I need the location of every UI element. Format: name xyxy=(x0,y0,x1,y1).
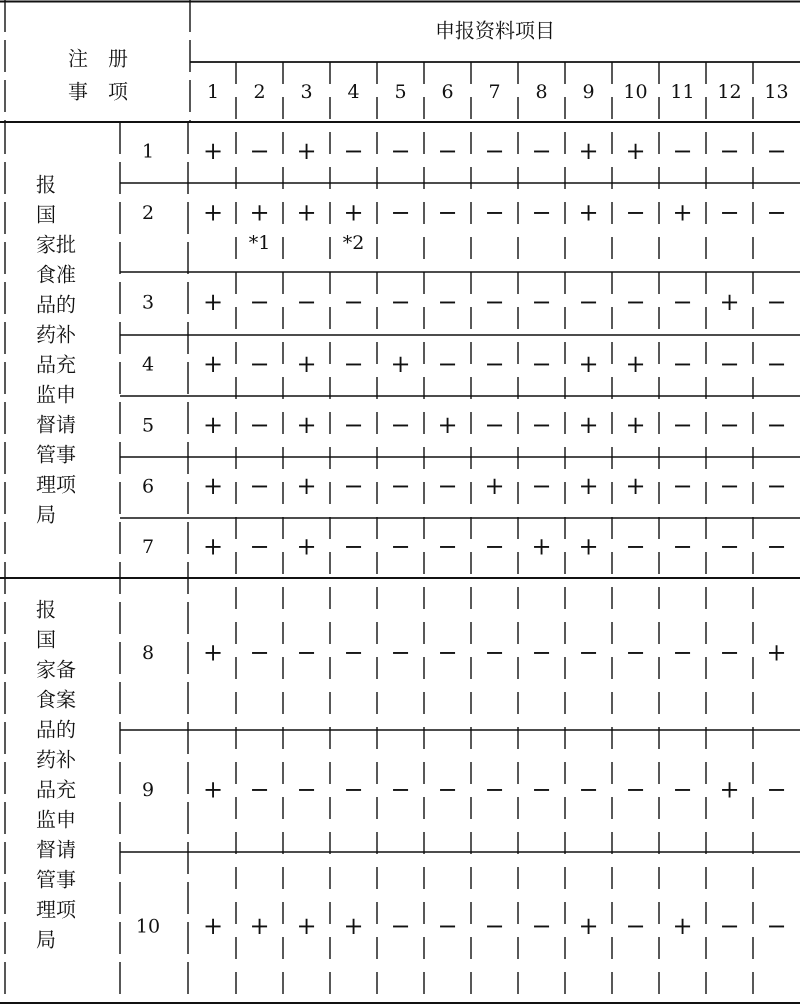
mark-not-required: − xyxy=(343,350,364,378)
mark-required: + xyxy=(625,350,646,378)
mark-not-required: − xyxy=(437,775,458,804)
mark-not-required: − xyxy=(437,638,458,667)
mark-not-required: − xyxy=(672,288,693,316)
mark-not-required: − xyxy=(437,198,458,227)
column-number: 2 xyxy=(253,81,266,103)
group-label-line: 药补 xyxy=(36,747,76,772)
mark-not-required: − xyxy=(766,775,787,804)
column-number: 7 xyxy=(488,81,501,103)
mark-not-required: − xyxy=(719,472,740,500)
mark-not-required: − xyxy=(249,288,270,316)
mark-not-required: − xyxy=(531,288,552,316)
mark-not-required: − xyxy=(531,411,552,439)
mark-required: + xyxy=(484,472,505,500)
mark-not-required: − xyxy=(719,638,740,667)
mark-not-required: − xyxy=(484,532,505,561)
group-label-line: 理项 xyxy=(36,897,76,922)
mark-required: + xyxy=(578,411,599,439)
mark-not-required: − xyxy=(296,638,317,667)
row-number: 10 xyxy=(135,915,161,938)
mark-required: + xyxy=(531,532,552,561)
mark-required: + xyxy=(672,198,693,227)
group-label-line: 品的 xyxy=(36,292,76,317)
mark-not-required: − xyxy=(719,411,740,439)
mark-not-required: − xyxy=(343,775,364,804)
row-number: 9 xyxy=(141,779,155,801)
mark-not-required: − xyxy=(625,775,646,804)
mark-not-required: − xyxy=(766,198,787,227)
mark-not-required: − xyxy=(531,198,552,227)
mark-not-required: − xyxy=(437,532,458,561)
mark-required: + xyxy=(296,411,317,439)
mark-not-required: − xyxy=(343,288,364,316)
group-label-line: 家备 xyxy=(36,657,76,682)
mark-not-required: − xyxy=(249,775,270,804)
mark-required: + xyxy=(766,638,787,667)
mark-required: + xyxy=(719,775,740,804)
mark-required: + xyxy=(625,411,646,439)
mark-not-required: − xyxy=(766,350,787,378)
mark-required: + xyxy=(578,912,599,940)
mark-not-required: − xyxy=(390,638,411,667)
mark-not-required: − xyxy=(343,137,364,165)
header-registration-label: 事 项 xyxy=(68,79,128,104)
column-number: 6 xyxy=(441,81,454,103)
group-label-line: 国 xyxy=(36,627,56,652)
group-label-line: 监申 xyxy=(36,807,76,832)
row-number: 1 xyxy=(141,140,155,163)
mark-required: + xyxy=(296,912,317,940)
mark-required: + xyxy=(202,137,224,165)
column-number: 1 xyxy=(206,81,220,103)
mark-not-required: − xyxy=(766,288,787,316)
header-registration-label: 注 册 xyxy=(68,46,128,71)
row-number: 7 xyxy=(141,536,155,558)
mark-not-required: − xyxy=(343,472,364,500)
mark-required: + xyxy=(202,775,224,804)
mark-not-required: − xyxy=(625,198,646,227)
mark-not-required: − xyxy=(390,472,411,500)
mark-not-required: − xyxy=(296,288,317,316)
mark-not-required: − xyxy=(719,198,740,227)
mark-required: + xyxy=(390,350,411,378)
mark-not-required: − xyxy=(531,472,552,500)
mark-not-required: − xyxy=(766,137,787,165)
mark-not-required: − xyxy=(672,411,693,439)
mark-not-required: − xyxy=(672,638,693,667)
row-number: 5 xyxy=(141,414,155,437)
group-label-line: 局 xyxy=(36,927,56,952)
mark-required: + xyxy=(202,288,224,316)
mark-not-required: − xyxy=(484,350,505,378)
mark-required: + xyxy=(202,532,224,561)
group-label-line: 管事 xyxy=(36,867,76,892)
mark-not-required: − xyxy=(390,775,411,804)
mark-not-required: − xyxy=(531,137,552,165)
mark-not-required: − xyxy=(484,198,505,227)
row-number: 6 xyxy=(141,475,155,498)
mark-not-required: − xyxy=(296,775,317,804)
mark-required: + xyxy=(296,350,317,378)
mark-not-required: − xyxy=(672,532,693,561)
column-number: 12 xyxy=(717,81,742,103)
mark-not-required: − xyxy=(766,912,787,940)
mark-not-required: − xyxy=(249,411,270,439)
mark-required: + xyxy=(625,472,646,500)
mark-not-required: − xyxy=(672,137,693,165)
mark-not-required: − xyxy=(531,350,552,378)
mark-not-required: − xyxy=(719,532,740,561)
mark-not-required: − xyxy=(766,532,787,561)
mark-required: + xyxy=(719,288,740,316)
mark-not-required: − xyxy=(531,775,552,804)
mark-required: + xyxy=(296,532,317,561)
mark-not-required: − xyxy=(719,137,740,165)
footnote-mark: *1 xyxy=(248,232,271,254)
mark-not-required: − xyxy=(719,350,740,378)
mark-not-required: − xyxy=(531,638,552,667)
group-label-line: 国 xyxy=(36,202,56,227)
mark-not-required: − xyxy=(437,350,458,378)
mark-required: + xyxy=(249,198,270,227)
mark-required: + xyxy=(202,638,224,667)
mark-not-required: − xyxy=(672,472,693,500)
mark-not-required: − xyxy=(249,137,270,165)
mark-required: + xyxy=(296,137,317,165)
mark-required: + xyxy=(672,912,693,940)
mark-not-required: − xyxy=(390,288,411,316)
column-number: 3 xyxy=(300,81,313,103)
header-materials-title: 申报资料项目 xyxy=(435,18,555,43)
mark-not-required: − xyxy=(249,638,270,667)
row-number: 8 xyxy=(141,642,155,664)
group-label-line: 品充 xyxy=(36,352,76,377)
mark-not-required: − xyxy=(437,137,458,165)
mark-required: + xyxy=(296,198,317,227)
mark-not-required: − xyxy=(625,912,646,940)
mark-not-required: − xyxy=(390,137,411,165)
mark-not-required: − xyxy=(390,411,411,439)
column-number: 13 xyxy=(764,81,789,103)
mark-not-required: − xyxy=(249,532,270,561)
mark-required: + xyxy=(296,472,317,500)
mark-not-required: − xyxy=(484,288,505,316)
mark-not-required: − xyxy=(484,137,505,165)
group-label-line: 药补 xyxy=(36,322,76,347)
mark-not-required: − xyxy=(672,350,693,378)
mark-required: + xyxy=(202,411,224,439)
group-label-line: 理项 xyxy=(36,472,76,497)
mark-not-required: − xyxy=(437,472,458,500)
mark-not-required: − xyxy=(578,775,599,804)
column-number: 9 xyxy=(582,81,595,103)
column-number: 4 xyxy=(347,81,360,103)
mark-not-required: − xyxy=(343,411,364,439)
group-label-line: 督请 xyxy=(36,837,76,862)
mark-required: + xyxy=(437,411,458,439)
mark-not-required: − xyxy=(578,288,599,316)
column-number: 8 xyxy=(535,81,548,103)
mark-required: + xyxy=(578,532,599,561)
group-label-line: 局 xyxy=(36,502,56,527)
mark-required: + xyxy=(578,350,599,378)
mark-required: + xyxy=(578,137,599,165)
mark-required: + xyxy=(202,198,224,227)
mark-required: + xyxy=(343,198,364,227)
mark-not-required: − xyxy=(249,350,270,378)
group-label-line: 品充 xyxy=(36,777,76,802)
mark-not-required: − xyxy=(390,912,411,940)
footnote-mark: *2 xyxy=(342,232,365,254)
mark-not-required: − xyxy=(390,198,411,227)
group-label-line: 监申 xyxy=(36,382,76,407)
mark-not-required: − xyxy=(343,638,364,667)
row-number: 3 xyxy=(141,291,155,314)
group-label-line: 品的 xyxy=(36,717,76,742)
mark-not-required: − xyxy=(249,472,270,500)
mark-required: + xyxy=(202,912,224,940)
column-number: 10 xyxy=(623,81,648,103)
group-label-line: 督请 xyxy=(36,412,76,437)
mark-not-required: − xyxy=(437,912,458,940)
mark-not-required: − xyxy=(625,288,646,316)
mark-required: + xyxy=(625,137,646,165)
mark-required: + xyxy=(578,198,599,227)
mark-not-required: − xyxy=(578,638,599,667)
mark-not-required: − xyxy=(437,288,458,316)
mark-not-required: − xyxy=(484,638,505,667)
mark-required: + xyxy=(343,912,364,940)
mark-not-required: − xyxy=(625,532,646,561)
mark-not-required: − xyxy=(719,912,740,940)
row-number: 2 xyxy=(141,202,155,224)
group-label-line: 食准 xyxy=(36,262,76,287)
group-label-line: 报 xyxy=(36,172,56,197)
mark-not-required: − xyxy=(766,411,787,439)
mark-not-required: − xyxy=(672,775,693,804)
group-label-line: 食案 xyxy=(36,687,76,712)
mark-required: + xyxy=(578,472,599,500)
mark-not-required: − xyxy=(484,912,505,940)
mark-not-required: − xyxy=(390,532,411,561)
mark-not-required: − xyxy=(531,912,552,940)
group-label-line: 管事 xyxy=(36,442,76,467)
row-number: 4 xyxy=(141,353,155,376)
column-number: 11 xyxy=(670,81,695,103)
mark-required: + xyxy=(202,350,224,378)
mark-required: + xyxy=(202,472,224,500)
mark-not-required: − xyxy=(484,411,505,439)
mark-not-required: − xyxy=(343,532,364,561)
group-label-line: 家批 xyxy=(36,232,76,257)
group-label-line: 报 xyxy=(36,597,56,622)
mark-not-required: − xyxy=(484,775,505,804)
mark-not-required: − xyxy=(625,638,646,667)
mark-required: + xyxy=(249,912,270,940)
column-number: 5 xyxy=(394,81,407,103)
mark-not-required: − xyxy=(766,472,787,500)
